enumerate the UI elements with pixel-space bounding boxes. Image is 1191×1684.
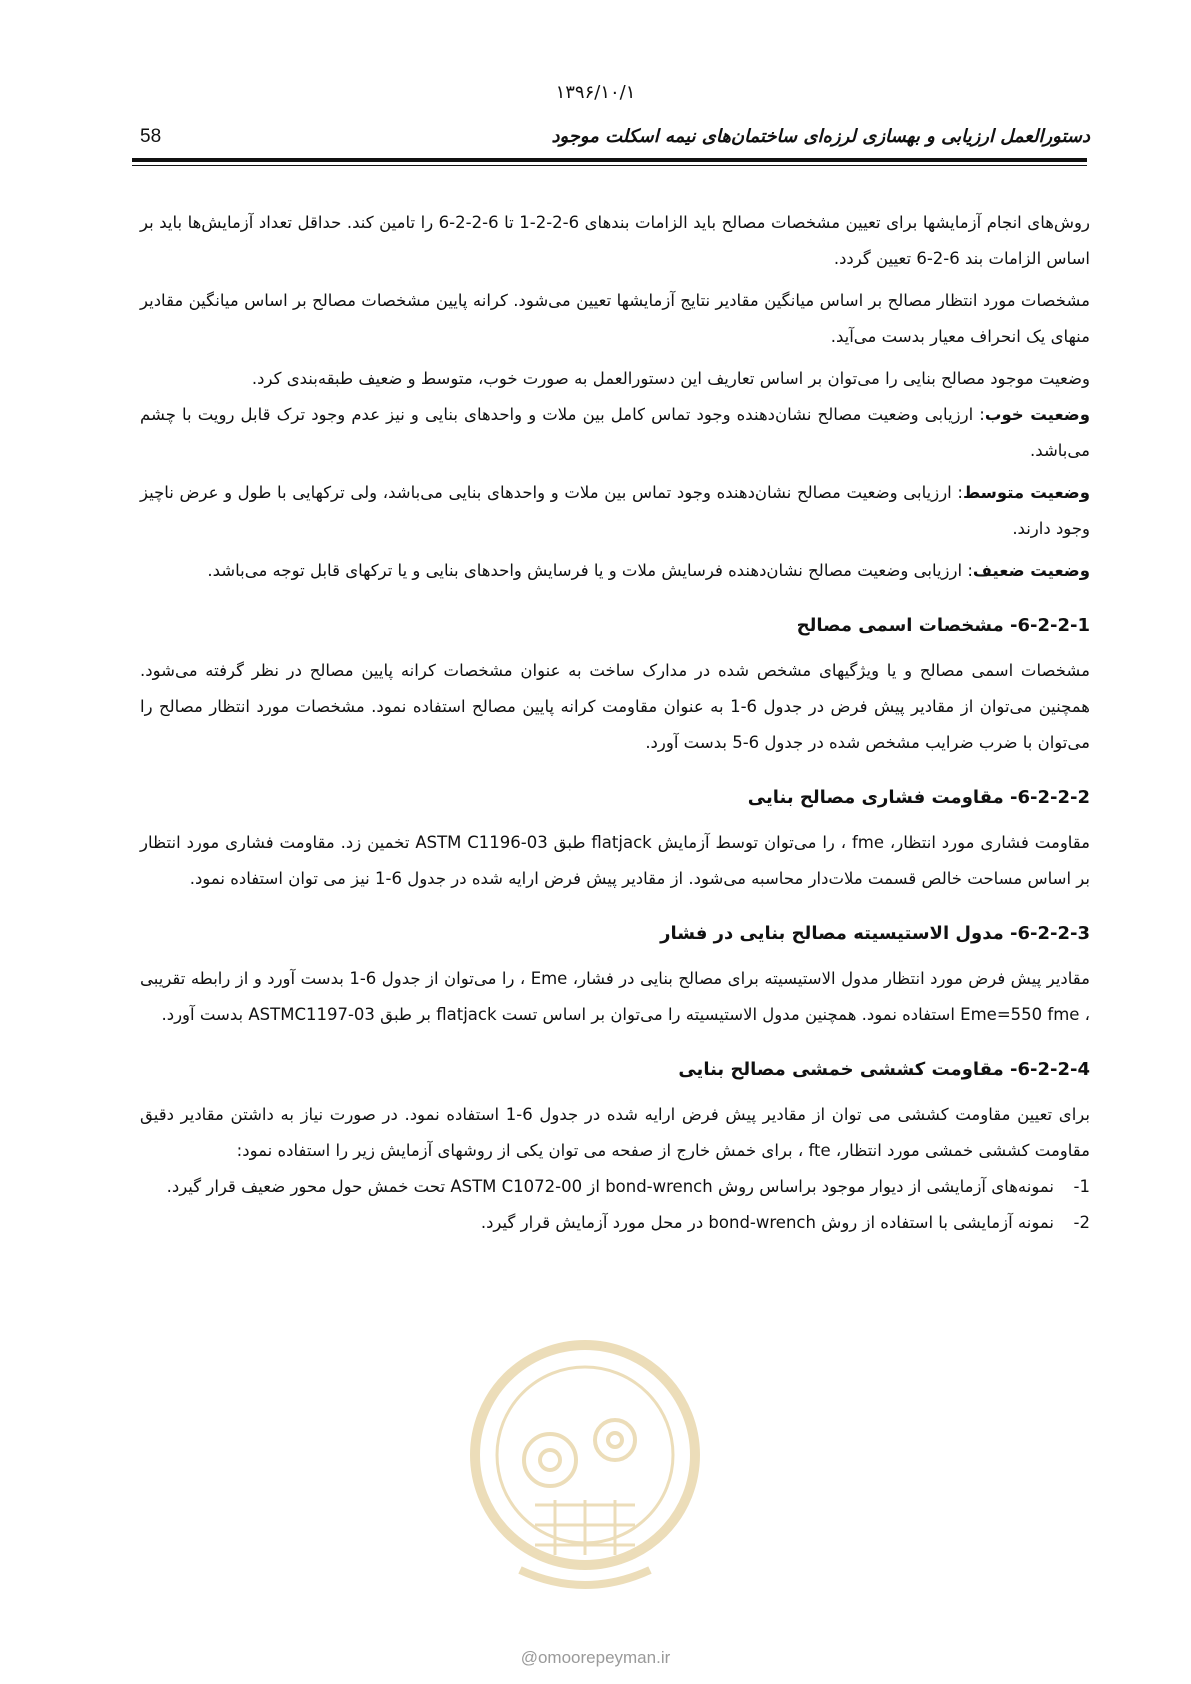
condition-classification-paragraph: وضعیت موجود مصالح بنایی را می‌توان بر اساس تعاریف این دستورالعمل به صورت خوب، متوسط و ضعیف طبقه‌بندی کرد. — [251, 369, 1090, 388]
watermark-grid-icon — [535, 1500, 635, 1555]
intro-paragraph: روش‌های انجام آزمایشها برای تعیین مشخصات مصالح باید الزامات بندهای 6-2-2-1 تا 6-2-2-6 را تامین کند. حداقل تعداد آزمایش‌ها باید بر اساس الزامات بند 6-2-6 تعیین گردد. — [140, 213, 1090, 268]
section-text-compressive-strength: مقاومت فشاری مورد انتظار، fme ، را می‌توان توسط آزمایش flatjack طبق ASTM C1196-03 تخمین زد. مقاومت فشاری مورد انتظار بر اساس مساحت خالص قسمت ملات‌دار محاسبه می‌شود. از مقادیر پیش فرض ارایه شده در جدول 6-1 نیز می توان استفاده نمود. — [140, 833, 1090, 888]
list-item-text: نمونه‌های آزمایشی از دیوار موجود براساس روش bond-wrench از ASTM C1072-00 تحت خمش حول محور ضعیف قرار گیرد. — [166, 1177, 1054, 1196]
good-condition-text: : ارزیابی وضعیت مصالح نشان‌دهنده وجود تماس کامل بین ملات و واحدهای بنایی و نیز عدم وجود ترک قابل رویت با چشم می‌باشد. — [140, 405, 1090, 460]
test-methods-list — [140, 1169, 1090, 1241]
good-condition-paragraph — [140, 397, 1090, 469]
watermark-logo — [460, 1330, 710, 1610]
section-heading-nominal-properties: 6-2-2-1- مشخصات اسمی مصالح — [796, 615, 1090, 636]
section-heading-elastic-modulus: 6-2-2-3- مدول الاستیسیته مصالح بنایی در فشار — [660, 923, 1090, 944]
good-condition-label: وضعیت خوب — [984, 405, 1090, 424]
list-item — [140, 1169, 1090, 1205]
medium-condition-label: وضعیت متوسط — [962, 483, 1090, 502]
list-item — [140, 1205, 1090, 1241]
running-header — [140, 126, 1090, 156]
page-number: 58 — [140, 126, 162, 147]
page-content — [140, 205, 1090, 1241]
header-rule-thick — [132, 158, 1087, 162]
section-heading-flexural-tensile-strength: 6-2-2-4- مقاومت کششی خمشی مصالح بنایی — [678, 1059, 1090, 1080]
watermark-gear-icon — [524, 1420, 635, 1486]
weak-condition-text: : ارزیابی وضعیت مصالح نشان‌دهنده فرسایش ملات و یا فرسایش واحدهای بنایی و یا ترکهای قابل توجه می‌باشد. — [207, 561, 973, 580]
header-title: دستورالعمل ارزیابی و بهسازی لرزه‌ای ساختمان‌های نیمه اسکلت موجود — [551, 126, 1090, 147]
medium-condition-paragraph — [140, 475, 1090, 547]
list-item-number: 2- — [1073, 1213, 1090, 1232]
list-item-text: نمونه آزمایشی با استفاده از روش bond-wrench در محل مورد آزمایش قرار گیرد. — [480, 1213, 1054, 1232]
weak-condition-paragraph — [140, 553, 1090, 589]
section-text-elastic-modulus: مقادیر پیش فرض مورد انتظار مدول الاستیسیته برای مصالح بنایی در فشار، Eme ، را می‌توان از جدول 6-1 بدست آورد و از رابطه تقریبی ، Eme=550 fme استفاده نمود. همچنین مدول الاستیسیته را می‌توان بر اساس تست flatjack بر طبق ASTMC1197-03 بدست آورد. — [140, 969, 1090, 1024]
watermark-url: @omoorepeyman.ir — [520, 1648, 671, 1667]
list-item-number: 1- — [1073, 1177, 1090, 1196]
expected-properties-paragraph: مشخصات مورد انتظار مصالح بر اساس میانگین مقادیر نتایج آزمایشها تعیین می‌شود. کرانه پایین مشخصات مصالح بر اساس میانگین مقادیر منهای یک انحراف معیار بدست می‌آید. — [140, 291, 1090, 346]
weak-condition-label: وضعیت ضعیف — [972, 561, 1090, 580]
medium-condition-text: : ارزیابی وضعیت مصالح نشان‌دهنده وجود تماس بین ملات و واحدهای بنایی می‌باشد، ولی ترکهایی با طول و عرض ناچیز وجود دارند. — [140, 483, 1090, 538]
section-text-nominal-properties: مشخصات اسمی مصالح و یا ویژگیهای مشخص شده در مدارک ساخت به عنوان مشخصات کرانه پایین مصالح در نظر گرفته می‌شود. همچنین می‌توان از مقادیر پیش فرض در جدول 6-1 به عنوان مقاومت کرانه پایین مصالح استفاده نمود. مشخصات مورد انتظار مصالح را می‌توان با ضرب ضرایب مشخص شده در جدول 6-5 بدست آورد. — [140, 661, 1091, 752]
section-text-flexural-tensile-strength: برای تعیین مقاومت کششی می توان از مقادیر پیش فرض ارایه شده در جدول 6-1 استفاده نمود. در صورت نیاز به داشتن مقادیر دقیق مقاومت کششی خمشی مورد انتظار، fte ، برای خمش خارج از صفحه می توان یکی از روشهای آزمایش زیر را استفاده نمود: — [140, 1105, 1090, 1160]
watermark-ribbon — [520, 1570, 650, 1585]
header-rule-thin — [132, 165, 1087, 166]
section-heading-compressive-strength: 6-2-2-2- مقاومت فشاری مصالح بنایی — [747, 787, 1090, 808]
page-date: ۱۳۹۶/۱۰/۱ — [555, 82, 636, 103]
